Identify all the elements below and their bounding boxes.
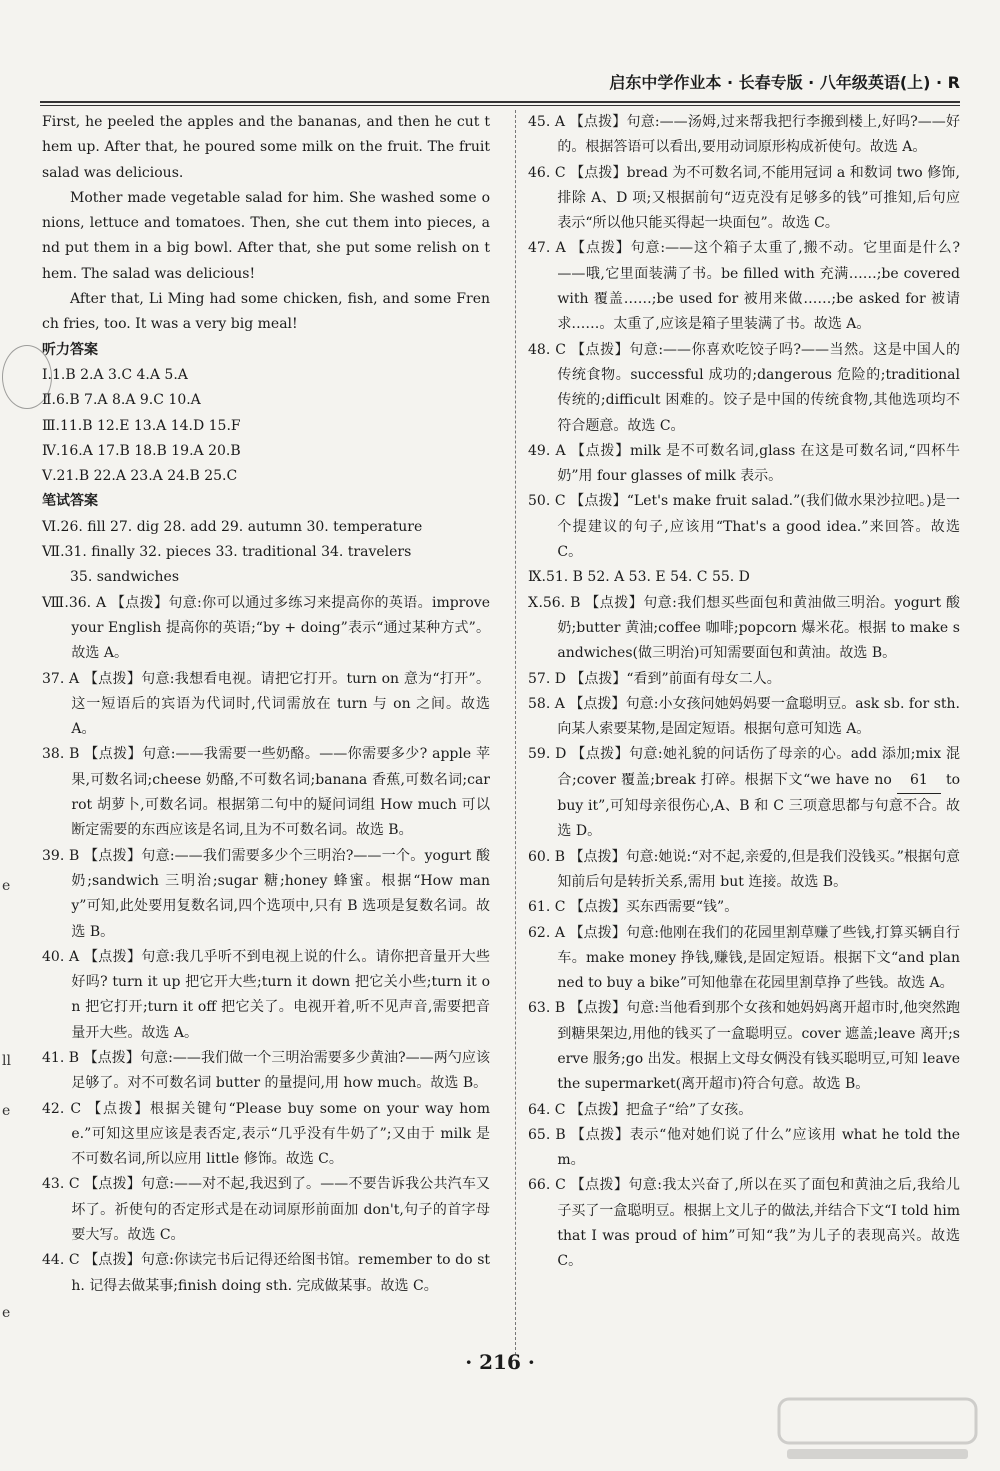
answer-line: 35. sandwiches — [70, 569, 180, 586]
answer-item: Ⅹ.56. B 【点拨】句意:我们想买些面包和黄油做三明治。yogurt 酸奶;butter 黄油;coffee 咖啡;popcorn 爆米花。根据 to make sandwiches(做三明治)可知需要面包和黄油。故选 B。 — [528, 594, 960, 662]
blank-number: 61 — [897, 768, 941, 794]
answer-item: 49. A 【点拨】milk 是不可数名词,glass 在这是可数名词,“四杯牛奶”用 four glasses of milk 表示。 — [528, 442, 960, 485]
written-heading: 笔试答案 — [42, 493, 98, 510]
answer-item — [528, 742, 960, 844]
answer-item: 37. A 【点拨】句意:我想看电视。请把它打开。turn on 意为“打开”。这一短语后的宾语为代词时,代词需放在 turn 与 on 之间。故选 A。 — [42, 670, 490, 738]
answer-item: 47. A 【点拨】句意:——这个箱子太重了,搬不动。它里面是什么?——哦,它里面装满了书。be filled with 充满……;be covered with 覆盖……;be used for 被用来做……;be asked for 被请求……。太重了,应该是箱子里装满了书。故选 A。 — [528, 240, 960, 333]
answer-item: 50. C 【点拨】“Let's make fruit salad.”(我们做水果沙拉吧。)是一个提建议的句子,应该用“That's a good idea.”来回答。故选 C。 — [528, 493, 960, 561]
answer-text: 59. D 【点拨】句意:她礼貌的问话伤了母亲的心。add 添加;mix 混合;cover 覆盖;break 打碎。根据下文“we have no — [528, 746, 960, 788]
answer-item: 66. C 【点拨】句意:我太兴奋了,所以在买了面包和黄油之后,我给儿子买了一盒聪明豆。根据上文儿子的做法,并结合下文“I told him that I was proud of him”可知“我”为儿子的表现高兴。故选 C。 — [528, 1177, 960, 1270]
answer-item: 45. A 【点拨】句意:——汤姆,过来帮我把行李搬到楼上,好吗?——好的。根据答语可以看出,要用动词原形构成祈使句。故选 A。 — [528, 114, 960, 156]
margin-mark: e — [2, 1305, 11, 1321]
answer-item: 57. D 【点拨】“看到”前面有母女二人。 — [528, 670, 781, 687]
column-divider — [515, 110, 516, 1355]
answer-item: 39. B 【点拨】句意:——我们需要多少个三明治?——一个。yogurt 酸奶;sandwich 三明治;sugar 糖;honey 蜂蜜。根据“How many”可知,此处要用复数名词,四个选项中,只有 B 选项是复数名词。故选 B。 — [42, 847, 490, 940]
margin-mark: e — [2, 1103, 11, 1119]
answer-item: 64. C 【点拨】把盒子“给”了女孩。 — [528, 1101, 753, 1118]
answer-item: 48. C 【点拨】句意:——你喜欢吃饺子吗?——当然。这是中国人的传统食物。successful 成功的;dangerous 危险的;traditional 传统的;difficult 困难的。饺子是中国的传统食物,其他选项均不符合题意。故选 C。 — [528, 341, 960, 434]
listening-heading: 听力答案 — [42, 341, 98, 358]
watermark-band — [787, 1449, 968, 1459]
answer-text: to buy it”,可知母亲很伤心,A、B 和 C 三项意思都与句意不合。故选 D。 — [557, 771, 960, 840]
answer-line: Ⅲ.11.B 12.E 13.A 14.D 15.F — [42, 417, 241, 434]
answer-item: 43. C 【点拨】句意:——对不起,我迟到了。——不要告诉我公共汽车又坏了。祈使句的否定形式是在动词原形前面加 don't,句子的首字母要大写。故选 C。 — [42, 1176, 490, 1244]
answer-item: 65. B 【点拨】表示“他对她们说了什么”应该用 what he told them。 — [528, 1126, 960, 1169]
answer-line: Ⅴ.21.B 22.A 23.A 24.B 25.C — [42, 468, 238, 485]
margin-mark: ll — [2, 1053, 11, 1069]
answer-item: 61. C 【点拨】买东西需要“钱”。 — [528, 899, 739, 916]
answer-item: 38. B 【点拨】句意:——我需要一些奶酪。——你需要多少? apple 苹果,可数名词;cheese 奶酪,不可数名词;banana 香蕉,可数名词;carrot 胡萝卜,可数名词。根据第二句中的疑问词组 How much 可以断定需要的东西应该是名词,且为不可数名词。故选 B。 — [42, 746, 490, 839]
answer-item: 62. A 【点拨】句意:他刚在我们的花园里割草赚了些钱,打算买辆自行车。make money 挣钱,赚钱,是固定短语。根据下文“and planned to buy a bike”可知他靠在花园里割草挣了些钱。故选 A。 — [528, 924, 960, 992]
answer-line: Ⅱ.6.B 7.A 8.A 9.C 10.A — [42, 392, 201, 409]
watermark-logo — [775, 1395, 980, 1465]
passage-paragraph: Mother made vegetable salad for him. She washed some onions, lettuce and tomatoes. Then, she cut them into pieces, and put them in a big bowl. After that, she put some relish on them. The salad was delicious! — [42, 189, 490, 282]
margin-mark: e — [2, 878, 11, 894]
header-rule — [40, 101, 960, 103]
right-column — [528, 110, 960, 1275]
answer-line: Ⅸ.51. B 52. A 53. E 54. C 55. D — [528, 569, 750, 586]
answer-item: 42. C 【点拨】根据关键句“Please buy some on your way home.”可知这里应该是表否定,表示“几乎没有牛奶了”;又由于 milk 是不可数名词,所以应用 little 修饰。故选 C。 — [42, 1100, 490, 1168]
answer-line: Ⅵ.26. fill 27. dig 28. add 29. autumn 30. temperature — [42, 518, 423, 535]
header-rule-thin — [40, 105, 960, 106]
passage-paragraph: First, he peeled the apples and the bananas, and then he cut them up. After that, he poured some milk on the fruit. The fruit salad was delicious. — [42, 114, 490, 181]
listening-answers — [42, 363, 490, 489]
watermark-frame — [779, 1399, 976, 1443]
answer-item: 46. C 【点拨】bread 为不可数名词,不能用冠词 a 和数词 two 修饰,排除 A、D 项;又根据前句“迈克没有足够多的钱”可推知,后句应表示“所以他只能买得起一块面包”。故选 C。 — [528, 164, 960, 232]
answer-line: Ⅳ.16.A 17.B 18.B 19.A 20.B — [42, 442, 241, 459]
answer-item: 44. C 【点拨】句意:你读完书后记得还给图书馆。remember to do sth. 记得去做某事;finish doing sth. 完成做某事。故选 C。 — [42, 1252, 490, 1294]
left-column — [42, 110, 490, 1299]
answer-line: Ⅶ.31. finally 32. pieces 33. traditional 34. travelers — [42, 544, 412, 561]
answer-item: 60. B 【点拨】句意:她说:“对不起,亲爱的,但是我们没钱买。”根据句意知前后句是转折关系,需用 but 连接。故选 B。 — [528, 848, 960, 890]
running-header: 启东中学作业本 · 长春专版 · 八年级英语(上) · R — [609, 73, 960, 92]
passage-paragraph: After that, Li Ming had some chicken, fish, and some French fries, too. It was a very big meal! — [42, 291, 490, 333]
page-number: · 216 · — [465, 1350, 535, 1374]
written-answers — [42, 515, 490, 591]
answer-item: 41. B 【点拨】句意:——我们做一个三明治需要多少黄油?——两勺应该足够了。对不可数名词 butter 的量提问,用 how much。故选 B。 — [42, 1049, 490, 1092]
answer-item: 63. B 【点拨】句意:当他看到那个女孩和她妈妈离开超市时,他突然跑到糖果架边,用他的钱买了一盒聪明豆。cover 遮盖;leave 离开;serve 服务;go 出发。根据上文母女俩没有钱买聪明豆,可知 leave the supermarket(离开超市)符合句意。故选 B。 — [528, 1000, 960, 1093]
answer-line: Ⅰ.1.B 2.A 3.C 4.A 5.A — [42, 366, 188, 383]
answer-item: 40. A 【点拨】句意:我几乎听不到电视上说的什么。请你把音量开大些好吗? turn it up 把它开大些;turn it down 把它关小些;turn it on 把它打开;turn it off 把它关了。电视开着,听不见声音,需要把音量开大些。故选 A。 — [42, 948, 490, 1041]
answer-item: Ⅷ.36. A 【点拨】句意:你可以通过多练习来提高你的英语。improve your English 提高你的英语;“by + doing”表示“通过某种方式”。故选 A。 — [42, 594, 490, 662]
answer-item: 58. A 【点拨】句意:小女孩问她妈妈要一盒聪明豆。ask sb. for sth. 向某人索要某物,是固定短语。根据句意可知选 A。 — [528, 695, 960, 738]
